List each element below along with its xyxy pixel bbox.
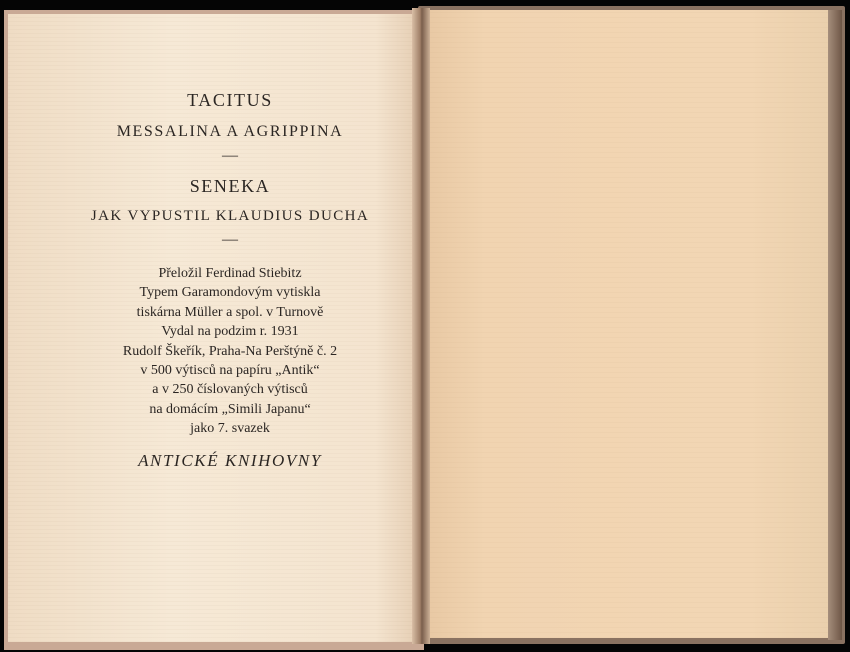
colophon-line: v 500 výtisců na papíru „Antik“ xyxy=(140,363,320,379)
series-name: ANTICKÉ KNIHOVNY xyxy=(138,450,322,470)
colophon-line: Vydal na podzim r. 1931 xyxy=(161,324,299,340)
separator-dash: — xyxy=(222,231,238,248)
cover-edge xyxy=(828,10,842,640)
separator-dash: — xyxy=(222,147,238,164)
title-page-text xyxy=(30,88,430,471)
colophon-line: a v 250 číslovaných výtisců xyxy=(152,382,308,398)
colophon-line: Přeložil Ferdinad Stiebitz xyxy=(158,266,302,281)
colophon-line: tiskárna Müller a spol. v Turnově xyxy=(136,304,324,320)
colophon-line: Typem Garamondovým vytiskla xyxy=(139,285,321,301)
author-seneka: SENEKA xyxy=(189,176,271,196)
colophon-line: Rudolf Škeřík, Praha-Na Perštýně č. 2 xyxy=(122,343,338,359)
colophon-line: jako 7. svazek xyxy=(190,421,270,437)
author-tacitus: TACITUS xyxy=(187,90,273,110)
colophon xyxy=(30,264,430,439)
work-title-messalina: MESSALINA A AGRIPPINA xyxy=(116,123,344,140)
right-page-blank xyxy=(424,10,828,638)
colophon-line: na domácím „Simili Japanu“ xyxy=(149,401,311,417)
work-title-klaudius: JAK VYPUSTIL KLAUDIUS DUCHA xyxy=(90,208,370,224)
